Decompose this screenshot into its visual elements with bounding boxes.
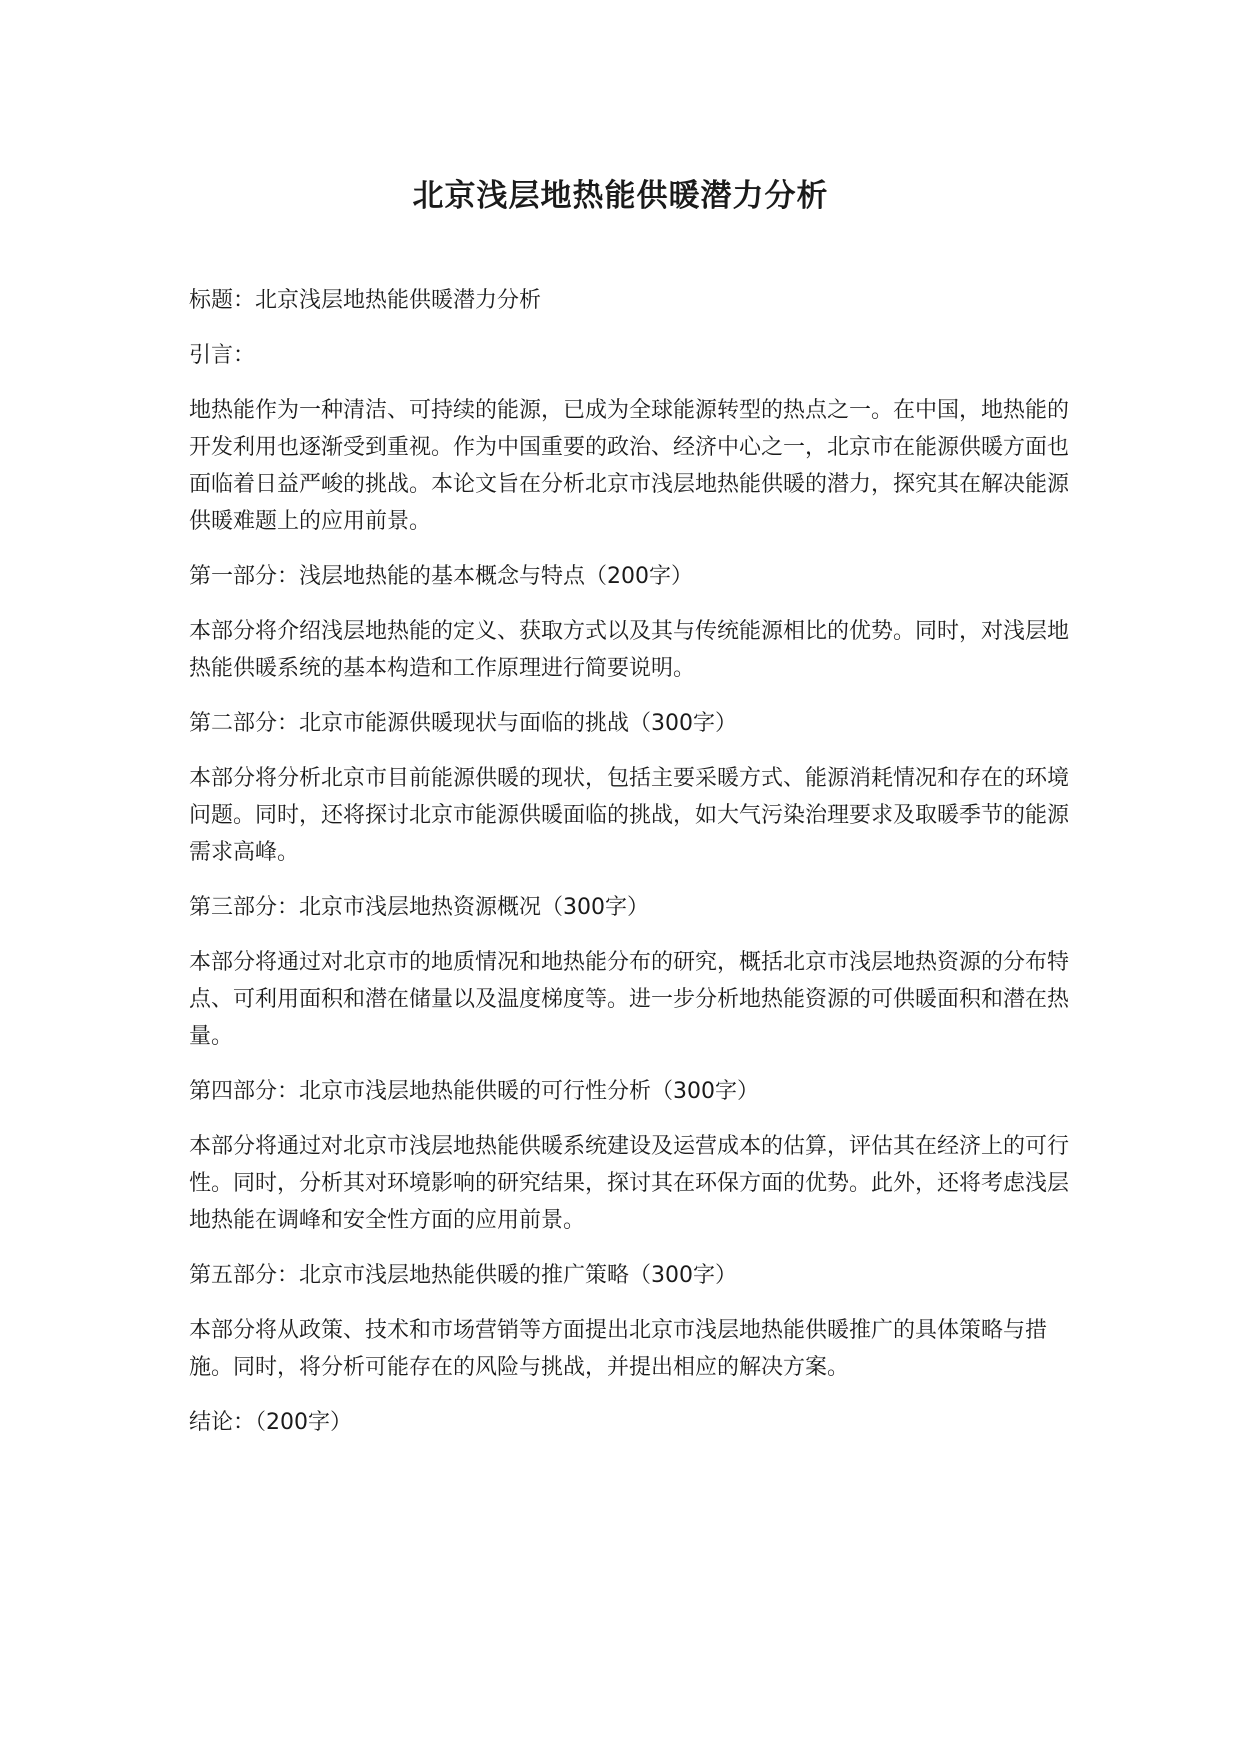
section-paragraph-3: 本部分将通过对北京市的地质情况和地热能分布的研究，概括北京市浅层地热资源的分布特点、可利用面积和潜在储量以及温度梯度等。进一步分析地热能资源的可供暖面积和潜在热量。 [189, 950, 1070, 1049]
section-heading-1: 第一部分：浅层地热能的基本概念与特点（200字） [189, 564, 693, 589]
section-paragraph-5: 本部分将从政策、技术和市场营销等方面提出北京市浅层地热能供暖推广的具体策略与措施。同时，将分析可能存在的风险与挑战，并提出相应的解决方案。 [189, 1318, 1048, 1380]
section-paragraph-2: 本部分将分析北京市目前能源供暖的现状，包括主要采暖方式、能源消耗情况和存在的环境问题。同时，还将探讨北京市能源供暖面临的挑战，如大气污染治理要求及取暖季节的能源需求高峰。 [189, 766, 1070, 865]
section-heading-3: 第三部分：北京市浅层地热资源概况（300字） [189, 895, 649, 920]
document-title: 北京浅层地热能供暖潜力分析 [412, 178, 829, 214]
section-paragraph-1: 本部分将介绍浅层地热能的定义、获取方式以及其与传统能源相比的优势。同时，对浅层地热能供暖系统的基本构造和工作原理进行简要说明。 [189, 619, 1070, 681]
title-line: 标题：北京浅层地热能供暖潜力分析 [189, 288, 542, 313]
conclusion-heading: 结论：（200字） [189, 1410, 352, 1435]
section-heading-5: 第五部分：北京市浅层地热能供暖的推广策略（300字） [189, 1263, 737, 1288]
section-heading-2: 第二部分：北京市能源供暖现状与面临的挑战（300字） [189, 711, 737, 736]
intro-heading: 引言： [189, 343, 256, 368]
section-paragraph-4: 本部分将通过对北京市浅层地热能供暖系统建设及运营成本的估算，评估其在经济上的可行性。同时，分析其对环境影响的研究结果，探讨其在环保方面的优势。此外，还将考虑浅层地热能在调峰和安全性方面的应用前景。 [189, 1134, 1070, 1233]
document-body [189, 282, 1089, 1459]
intro-paragraph: 地热能作为一种清洁、可持续的能源，已成为全球能源转型的热点之一。在中国，地热能的开发利用也逐渐受到重视。作为中国重要的政治、经济中心之一，北京市在能源供暖方面也面临着日益严峻的挑战。本论文旨在分析北京市浅层地热能供暖的潜力，探究其在解决能源供暖难题上的应用前景。 [189, 398, 1070, 534]
section-heading-4: 第四部分：北京市浅层地热能供暖的可行性分析（300字） [189, 1079, 759, 1104]
